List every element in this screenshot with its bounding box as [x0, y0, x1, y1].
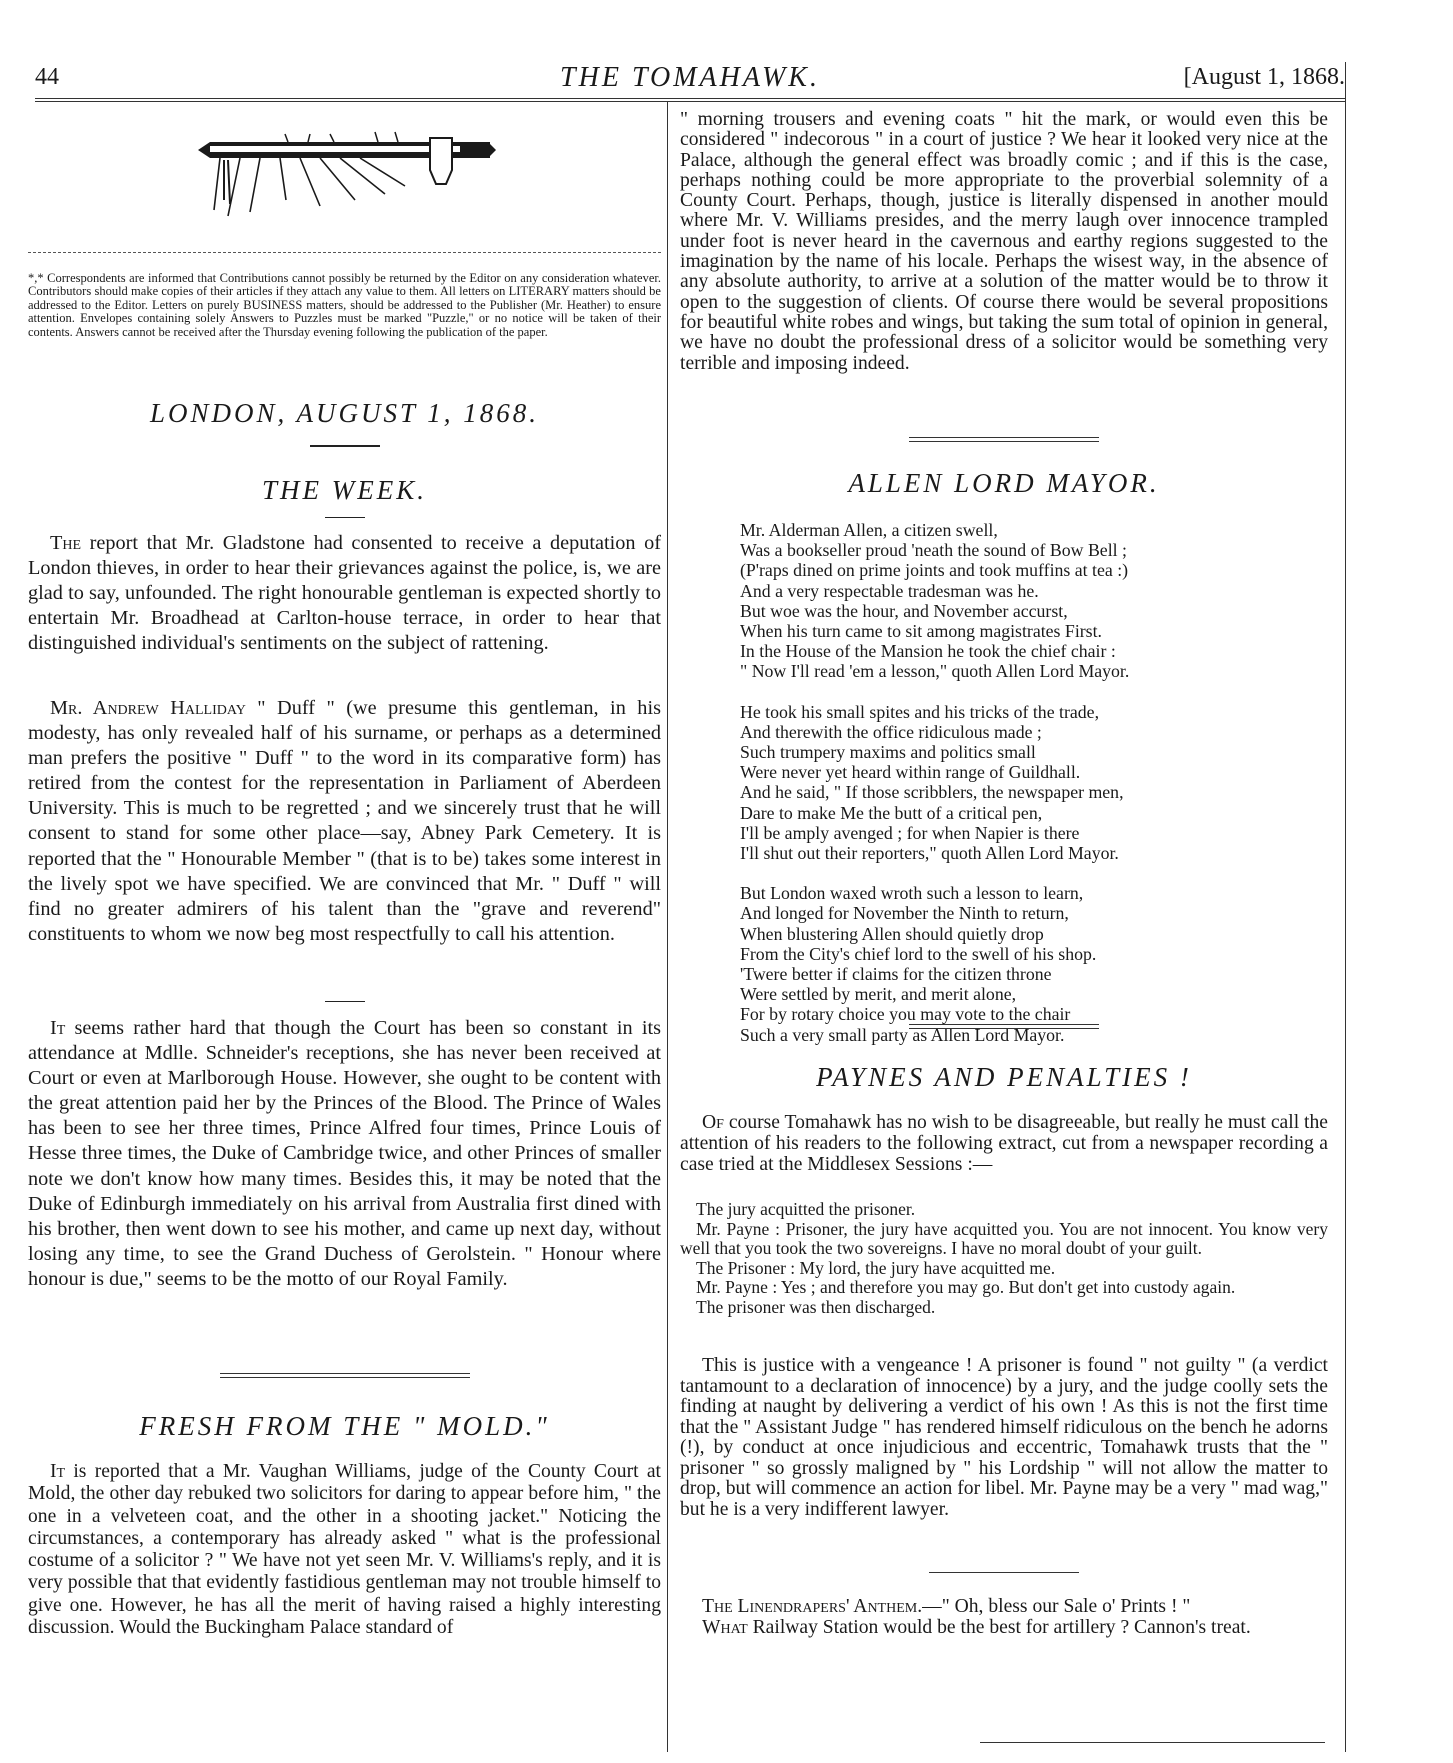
poem-line: But London waxed wroth such a lesson to learn,: [740, 883, 1084, 904]
poem-line: In the House of the Mansion he took the chief chair :: [740, 641, 1116, 662]
issue-date: [August 1, 1868.: [1183, 64, 1345, 90]
extract-line: The jury acquitted the prisoner.: [696, 1199, 916, 1219]
the-week-paragraph-2: [28, 696, 661, 947]
paynes-comment-paragraph: [680, 1356, 1328, 1520]
joke-1-lead: The Linendrapers' Anthem.: [702, 1596, 923, 1617]
allen-lord-mayor-title: ALLEN LORD MAYOR.: [848, 468, 1160, 498]
paragraph-text: " Duff " (we presume this gentleman, in his modesty, has only revealed half of his surname, or perhaps as a determined man prefers the positive " Duff " to the word in its comparative form) has retired from the contest for the representation in Parliament of Aberdeen University. This is much to be regretted ; and we sincerely trust that he will consent to stand for some other place—say, Abney Park Cemetery. It is reported that the " Honourable Member " (that is to be) takes some interest in the lively spot we have specified. We are convinced that Mr. " Duff " will find no greater admirers of his talent than the "grave and reverend" constituents to whom we now beg most respectfully to call his attention.: [28, 697, 661, 945]
header-rule: [35, 98, 1345, 99]
section-divider-wrap: [28, 1373, 661, 1378]
paragraph-text: seems rather hard that though the Court has been so constant in its attendance at Mdlle. Schneider's receptions, she has never been received at Court or even at Marlborough House. However, she ought to be content with the great attention paid her by the Princes of the Blood. The Prince of Wales has been to see her three times, Prince Alfred four times, Prince Louis of Hesse three times, the Duke of Cambridge twice, and other Princes of smaller note we don't know how many times. Besides this, it may be noted that the Duke of Edinburgh immediately on his arrival from Australia first dined with his brother, then went down to see his mother, and came up next day, without losing any time, to see the Grand Duchess of Gerolstein. " Honour where honour is due," seems to be the motto of our Royal Family.: [28, 1017, 661, 1290]
allen-lord-mayor-section: [680, 468, 1328, 499]
poem-line: Dare to make Me the butt of a critical pen,: [740, 802, 1043, 823]
dropcap-lead: It: [50, 1017, 66, 1039]
section-rule: [929, 1572, 1079, 1573]
paragraph-text: This is justice with a vengeance ! A prisoner is found " not guilty " (a verdict tantamount to a declaration of innocence) by a jury, and the judge coolly sets the finding at naught by delivering a verdict of his own ! As this is not the first time that the " Assistant Judge " has rendered himself ridiculous on the bench he adorns (!), by conduct at once injudicious and eccentric, Tomahawk trusts that the " prisoner " so grossly maligned by " his Lordship " will not allow the matter to drop, but will commence an action for libel. Mr. Payne may be a very " mad wag," but he is a very indifferent lawyer.: [680, 1355, 1328, 1520]
extract-line: The Prisoner : My lord, the jury have acquitted me.: [696, 1257, 1056, 1278]
poem-line: But woe was the hour, and November accurst,: [740, 600, 1068, 621]
poem-line: From the City's chief lord to the swell of his shop.: [740, 943, 1097, 964]
dateline-rule-wrap: [28, 445, 661, 447]
poem-line: And therewith the office ridiculous made ;: [740, 721, 1042, 742]
poem-line: (P'raps dined on prime joints and took muffins at tea :): [740, 560, 1129, 581]
fresh-from-the-mold-section: [28, 1411, 661, 1442]
joke-2: [680, 1617, 1328, 1638]
paragraph-text: " morning trousers and evening coats " hit the mark, or would even this be considered " indecorous " in a court of justice ? We hear it looked very nice at the Palace, although the general effect was broadly comic ; and if this is the case, perhaps nothing could be more appropriate to the proverbial solemnity of a County Court. Perhaps, though, justice is literally dispensed in another mould where Mr. V. Williams presides, and the merry laugh over innocence trampled under foot is never heard in the cavernous and earthy regions suggested to the imagination by the name of his locale. Perhaps the wisest way, in the absence of any absolute authority, to arrive at a solution of the matter would be to throw it open to the suggestion of clients. Of course there would be several propositions for beautiful white robes and wings, but taking the sum total of opinion in general, we have no doubt the professional dress of a solicitor would be something very terrible and imposing indeed.: [680, 109, 1328, 374]
section-rule-wrap-4: [680, 1572, 1328, 1573]
section-divider-wrap-3: [680, 1024, 1328, 1029]
poem-line: Such trumpery maxims and politics small: [740, 742, 1036, 763]
joke-2-text: Railway Station would be the best for artillery ? Cannon's treat.: [747, 1617, 1251, 1638]
the-week-paragraph-1: [28, 531, 661, 656]
extract-line: Mr. Payne : Prisoner, the jury have acquitted you. You are not innocent. You know very well that you took the two sovereigns. I have no moral doubt of your guilt.: [680, 1218, 1328, 1258]
poem-line: When blustering Allen should quietly drop: [740, 923, 1044, 944]
dateline-block: [28, 398, 661, 429]
joke-2-lead: What: [702, 1617, 748, 1638]
tomahawk-logo-illustration: [190, 120, 520, 230]
poem-line: Such a very small party as Allen Lord Mayor.: [740, 1024, 1065, 1045]
header-rule-2: [35, 101, 1345, 102]
section-rule: [325, 1001, 365, 1002]
poem-stanza-2: [740, 702, 1388, 864]
poem-line: And he said, " If those scribblers, the newspaper men,: [740, 782, 1124, 803]
the-week-section: [28, 475, 661, 506]
week-rule-wrap-2: [28, 1001, 661, 1002]
dropcap-lead: The: [50, 532, 82, 554]
paragraph-text: is reported that a Mr. Vaughan Williams, judge of the County Court at Mold, the other day rebuked two solicitors for daring to appear before him, " the one in a velveteen coat, and the other in a shooting jacket." Noticing the circumstances, a contemporary has already asked " what is the professional costume of a solicitor ? " We have not yet seen Mr. V. Williams's reply, and it is very possible that that evidently fastidious gentleman may not trouble himself to give one. However, he has all the merit of having raised a highly interesting discussion. Would the Buckingham Palace standard of: [28, 1461, 661, 1639]
the-week-rule: [325, 517, 365, 518]
paragraph-text: course Tomahawk has no wish to be disagreeable, but really he must call the attention of his readers to the following extract, cut from a newspaper recording a case tried at the Middlesex Sessions :—: [680, 1112, 1328, 1175]
joke-1: [680, 1596, 1328, 1617]
poem-stanza-1: [740, 520, 1388, 682]
column-divider: [667, 102, 668, 1752]
joke-1-text: —" Oh, bless our Sale o' Prints ! ": [922, 1596, 1191, 1617]
section-double-rule: [220, 1373, 470, 1378]
dateline-rule: [310, 445, 380, 447]
section-double-rule: [909, 437, 1099, 442]
poem-line: And longed for November the Ninth to return,: [740, 903, 1069, 924]
poem-line: And a very respectable tradesman was he.: [740, 580, 1039, 601]
paragraph-text: report that Mr. Gladstone had consented to receive a deputation of London thieves, in order to hear their grievances against the police, is, we are glad to say, unfounded. The right honourable gentleman is expected shortly to entertain Mr. Broadhead at Carlton-house terrace, in order to hear that distinguished individual's sentiments on the subject of rattening.: [28, 532, 661, 655]
left-column: [28, 272, 661, 339]
paynes-and-penalties-title: PAYNES AND PENALTIES !: [816, 1062, 1192, 1092]
closing-rule: [980, 1742, 1325, 1743]
dropcap-lead: Of: [702, 1112, 724, 1133]
the-week-title: THE WEEK.: [262, 475, 427, 505]
jokes-section: [680, 1596, 1328, 1638]
section-double-rule: [909, 1024, 1099, 1029]
extract-line: The prisoner was then discharged.: [696, 1296, 936, 1317]
fresh-from-the-mold-continued: [680, 110, 1328, 374]
poem-line: Was a bookseller proud 'neath the sound of Bow Bell ;: [740, 540, 1127, 561]
poem-line: 'Twere better if claims for the citizen throne: [740, 964, 1052, 985]
poem-line: Were settled by merit, and merit alone,: [740, 984, 1017, 1005]
paynes-and-penalties-section: [680, 1062, 1328, 1093]
court-extract: [680, 1200, 1328, 1317]
poem-stanza-3: [740, 883, 1388, 1045]
poem-line: " Now I'll read 'em a lesson," quoth Allen Lord Mayor.: [740, 661, 1130, 682]
paynes-intro-paragraph: [680, 1113, 1328, 1175]
page-header: [35, 60, 1345, 96]
fresh-from-the-mold-title: FRESH FROM THE " MOLD.": [139, 1411, 550, 1441]
poem-line: I'll be amply avenged ; for when Napier is there: [740, 822, 1080, 843]
poem-line: When his turn came to sit among magistrates First.: [740, 621, 1102, 642]
poem-line: Mr. Alderman Allen, a citizen swell,: [740, 520, 998, 540]
extract-line: Mr. Payne : Yes ; and therefore you may go. But don't get into custody again.: [696, 1277, 1236, 1297]
logo-rule: [28, 252, 661, 253]
poem-line: He took his small spites and his tricks of the trade,: [740, 701, 1100, 722]
the-week-rule-wrap: [28, 517, 661, 518]
section-divider-wrap-2: [680, 437, 1328, 442]
poem-line: For by rotary choice you may vote to the chair: [740, 1004, 1071, 1025]
the-week-paragraph-3: [28, 1016, 661, 1292]
fresh-from-the-mold-paragraph: [28, 1461, 661, 1639]
allen-lord-mayor-poem: [680, 520, 1388, 1065]
dateline: LONDON, AUGUST 1, 1868.: [149, 398, 540, 428]
dropcap-lead: Mr. Andrew Halliday: [50, 697, 246, 719]
poem-line: Were never yet heard within range of Guildhall.: [740, 762, 1081, 783]
publication-title: THE TOMAHAWK.: [560, 62, 820, 93]
dropcap-lead: It: [50, 1461, 66, 1482]
page-number: 44: [35, 64, 59, 90]
correspondents-notice: *,* Correspondents are informed that Contributions cannot possibly be returned by the Editor on any consideration whatever. Contributors should make copies of their articles if they attach any value to them. All letters on LITERARY matters should be addressed to the Editor. Letters on purely BUSINESS matters, should be addressed to the Publisher (Mr. Heather) to ensure attention. Envelopes containing solely Answers to Puzzles must be marked "Puzzle," or no notice will be taken of their contents. Answers cannot be received after the Thursday evening following the publication of the paper.: [28, 271, 661, 339]
poem-line: I'll shut out their reporters," quoth Allen Lord Mayor.: [740, 843, 1119, 864]
